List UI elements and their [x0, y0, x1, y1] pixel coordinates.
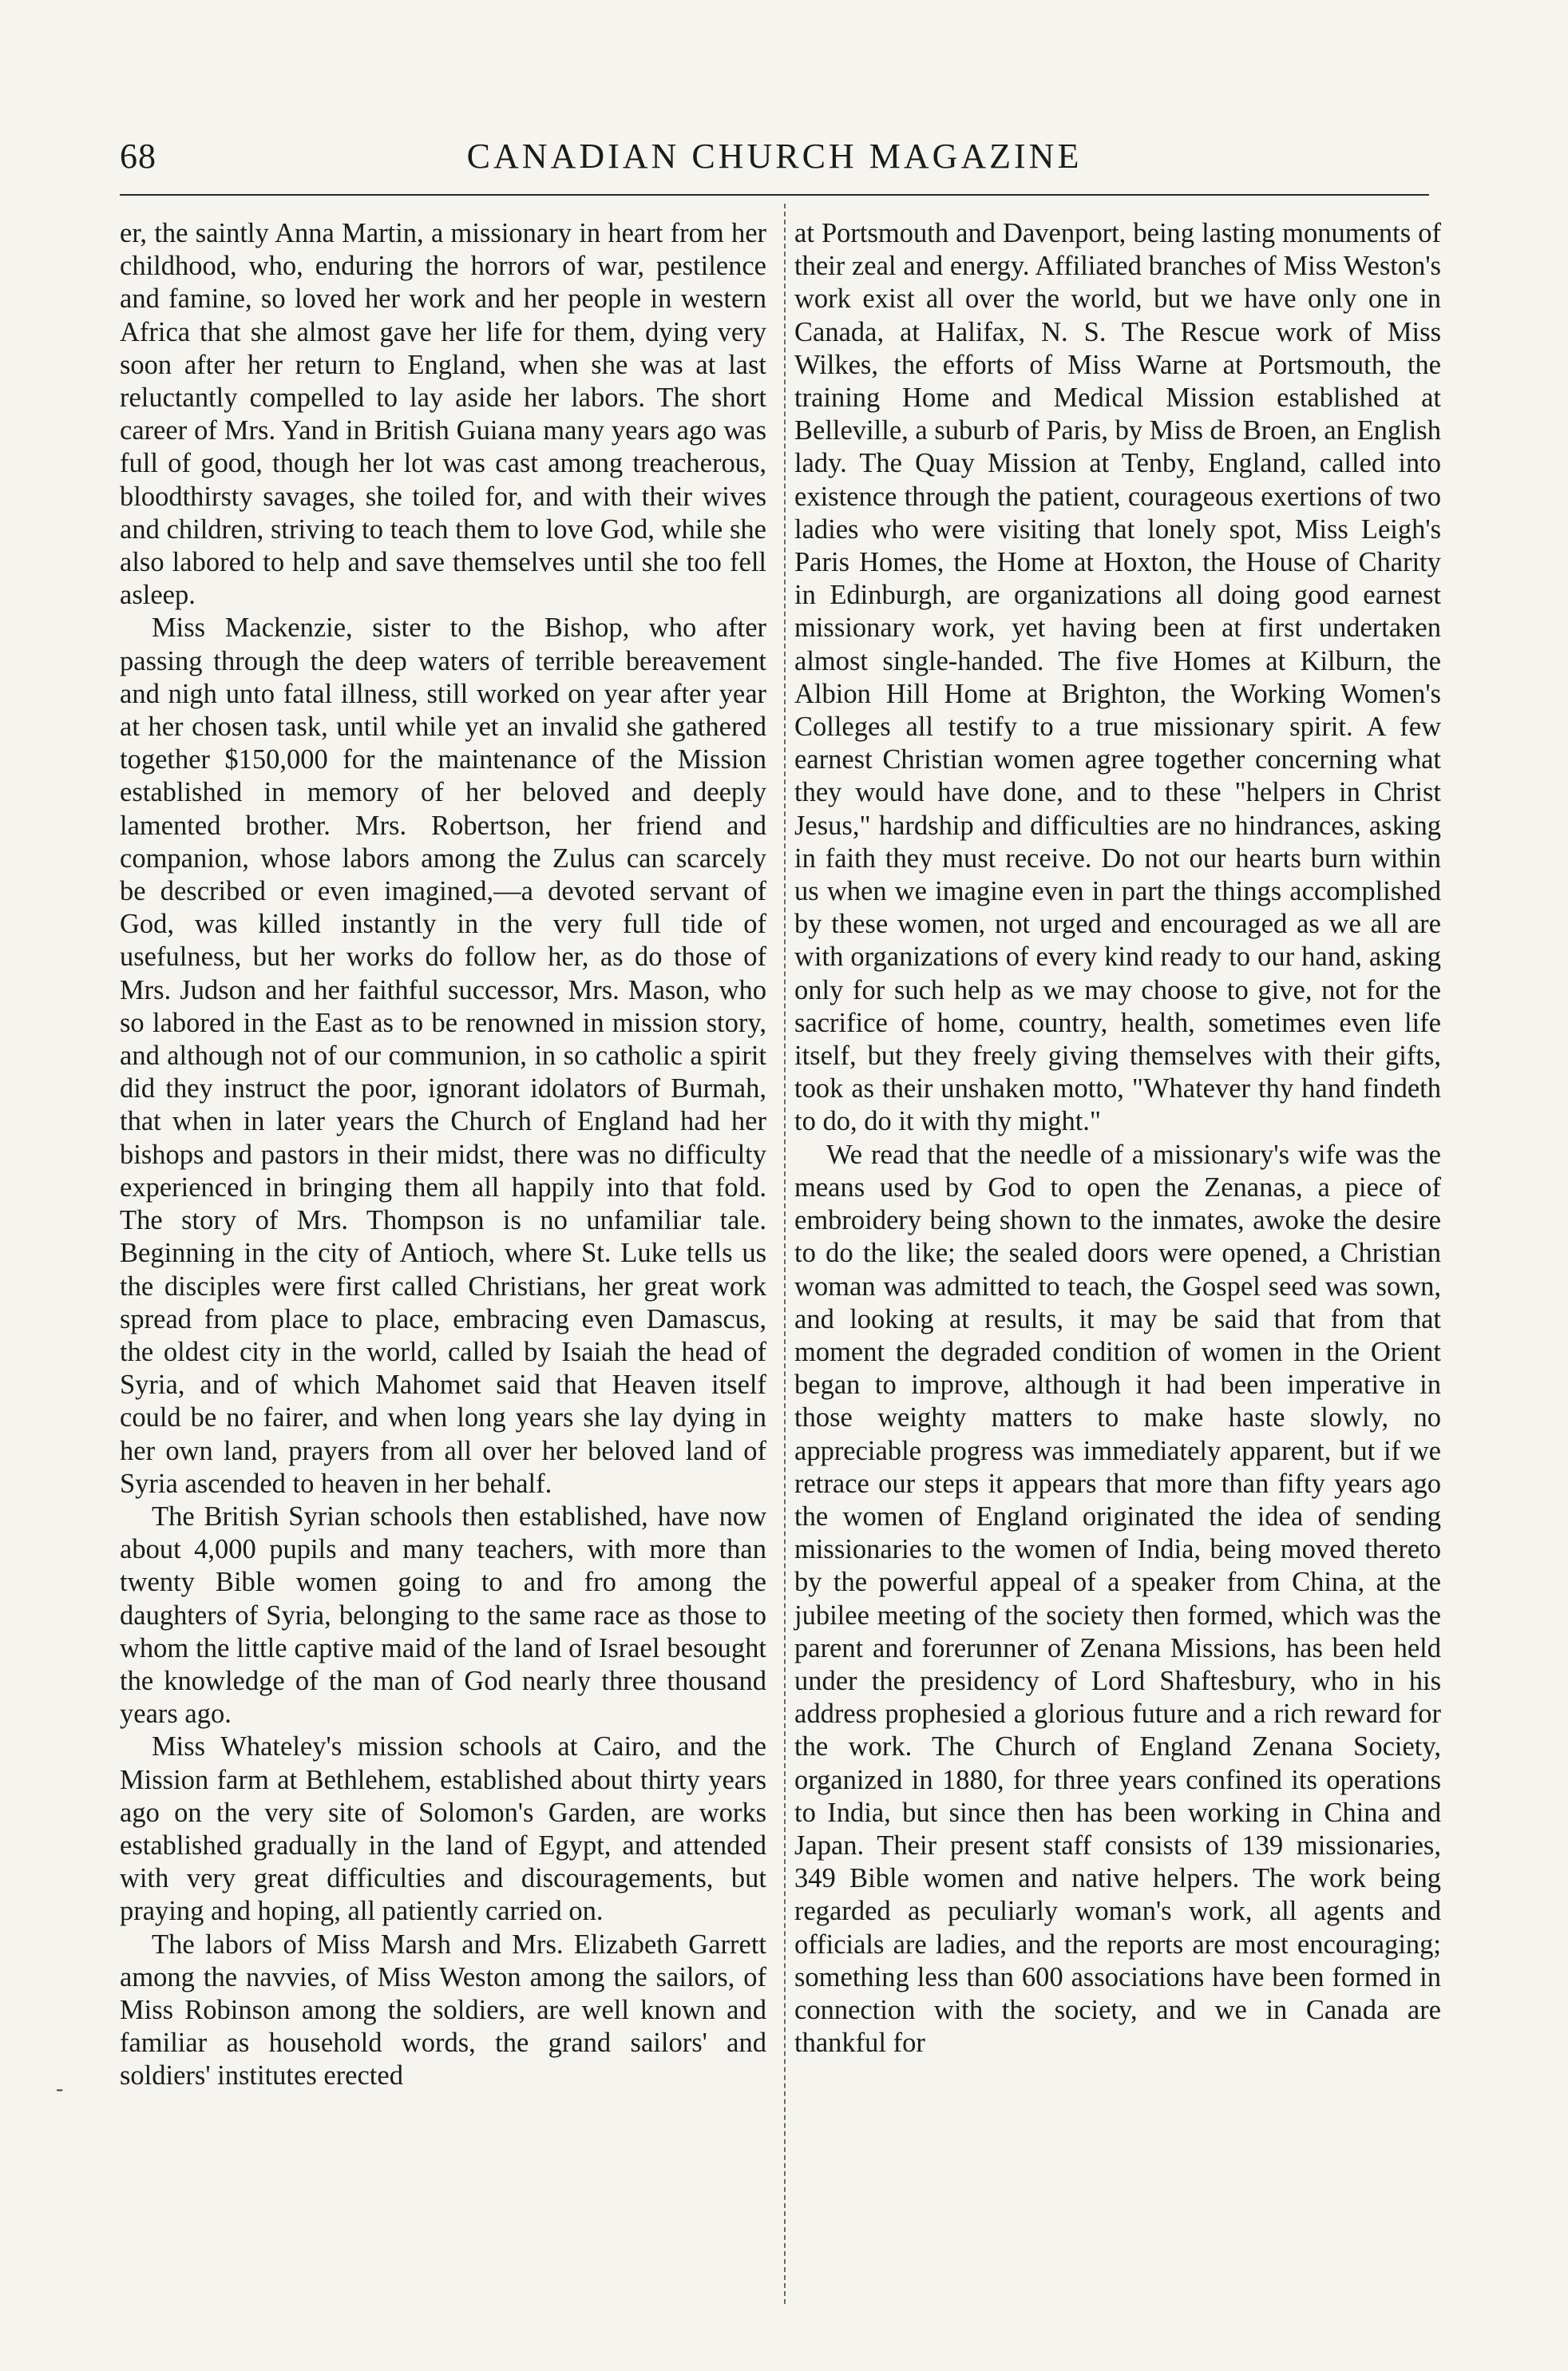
paragraph: Miss Whateley's mission schools at Cairo, and the Mission farm at Bethlehem, established about thirty years ago on the very site of Solomon's Garden, are works established gradually in the land of Egypt, and attended with very great difficulties and discouragements, but praying and hoping, all patiently carried on.	[120, 1731, 766, 1927]
left-column	[120, 217, 766, 2093]
margin-mark: -	[56, 2076, 64, 2101]
paragraph: at Portsmouth and Davenport, being lasting monuments of their zeal and energy. Affiliated branches of Miss Weston's work exist all over the world, but we have only one in Canada, at Halifax, N. S. The Rescue work of Miss Wilkes, the efforts of Miss Warne at Portsmouth, the training Home and Medical Mission established at Belleville, a suburb of Paris, by Miss de Broen, an English lady. The Quay Mission at Tenby, England, called into existence through the patient, courageous exertions of two ladies who were visiting that lonely spot, Miss Leigh's Paris Homes, the Home at Hoxton, the House of Charity in Edinburgh, are organizations all doing good earnest missionary work, yet having been at first undertaken almost single-handed. The five Homes at Kilburn, the Albion Hill Home at Brighton, the Working Women's Colleges all testify to a true missionary spirit. A few earnest Christian women agree together concerning what they would have done, and to these "helpers in Christ Jesus," hardship and difficulties are no hindrances, asking in faith they must receive. Do not our hearts burn within us when we imagine even in part the things accomplished by these women, not urged and encouraged as we all are with organizations of every kind ready to our hand, asking only for such help as we may choose to give, not for the sacrifice of home, country, health, sometimes even life itself, but they freely giving themselves with their gifts, took as their unshaken motto, "Whatever thy hand findeth to do, do it with thy might."	[794, 218, 1441, 1137]
header-rule	[120, 194, 1429, 196]
paragraph: er, the saintly Anna Martin, a missionary in heart from her childhood, who, enduring the horrors of war, pestilence and famine, so loved her work and her people in western Africa that she almost gave her life for them, dying very soon after her return to England, when she was at last reluctantly compelled to lay aside her labors. The short career of Mrs. Yand in British Guiana many years ago was full of good, though her lot was cast among treacherous, bloodthirsty savages, she toiled for, and with their wives and children, striving to teach them to love God, while she also labored to help and save themselves until she too fell asleep.	[120, 218, 766, 611]
column-divider	[784, 204, 786, 2304]
paragraph: The British Syrian schools then established, have now about 4,000 pupils and many teachers, with more than twenty Bible women going to and fro among the daughters of Syria, belonging to the same race as those to whom the little captive maid of the land of Israel besought the knowledge of the man of God nearly three thousand years ago.	[120, 1501, 766, 1730]
page-header	[120, 136, 1429, 184]
paragraph: Miss Mackenzie, sister to the Bishop, who after passing through the deep waters of terrible bereavement and nigh unto fatal illness, still worked on year after year at her chosen task, until while yet an invalid she gathered together $150,000 for the maintenance of the Mission established in memory of her beloved and deeply lamented brother. Mrs. Robertson, her friend and companion, whose labors among the Zulus can scarcely be described or even imagined,—a devoted servant of God, was killed instantly in the very full tide of usefulness, but her works do follow her, as do those of Mrs. Judson and her faithful successor, Mrs. Mason, who so labored in the East as to be renowned in mission story, and although not of our communion, in so catholic a spirit did they instruct the poor, ignorant idolators of Burmah, that when in later years the Church of England had her bishops and pastors in their midst, there was no difficulty experienced in bringing them all happily into that fold. The story of Mrs. Thompson is no unfamiliar tale. Beginning in the city of Antioch, where St. Luke tells us the disciples were first called Christians, her great work spread from place to place, embracing even Damascus, the oldest city in the world, called by Isaiah the head of Syria, and of which Mahomet said that Heaven itself could be no fairer, and when long years she lay dying in her own land, prayers from all over her beloved land of Syria ascended to heaven in her behalf.	[120, 613, 766, 1499]
paragraph: The labors of Miss Marsh and Mrs. Elizabeth Garrett among the navvies, of Miss Weston among the sailors, of Miss Robinson among the soldiers, are well known and familiar as household words, the grand sailors' and soldiers' institutes erected	[120, 1929, 766, 2091]
right-column	[794, 217, 1441, 2060]
page-number: 68	[120, 137, 156, 176]
paragraph: We read that the needle of a missionary's wife was the means used by God to open the Zenanas, a piece of embroidery being shown to the inmates, awoke the desire to do the like; the sealed doors were opened, a Christian woman was admitted to teach, the Gospel seed was sown, and looking at results, it may be said that from that moment the degraded condition of women in the Orient began to improve, although it had been imperative in those weighty matters to make haste slowly, no appreciable progress was immediately apparent, but if we retrace our steps it appears that more than fifty years ago the women of England originated the idea of sending missionaries to the women of India, being moved thereto by the powerful appeal of a speaker from China, at the jubilee meeting of the society then formed, which was the parent and forerunner of Zenana Missions, has been held under the presidency of Lord Shaftesbury, who in his address prophesied a glorious future and a rich reward for the work. The Church of England Zenana Society, organized in 1880, for three years confined its operations to India, but since then has been working in China and Japan. Their present staff consists of 139 missionaries, 349 Bible women and native helpers. The work being regarded as peculiarly woman's work, all agents and officials are ladies, and the reports are most encouraging; something less than 600 associations have been formed in connection with the society, and we in Canada are thankful for	[794, 1139, 1441, 2059]
running-title: CANADIAN CHURCH MAGAZINE	[466, 137, 1083, 176]
